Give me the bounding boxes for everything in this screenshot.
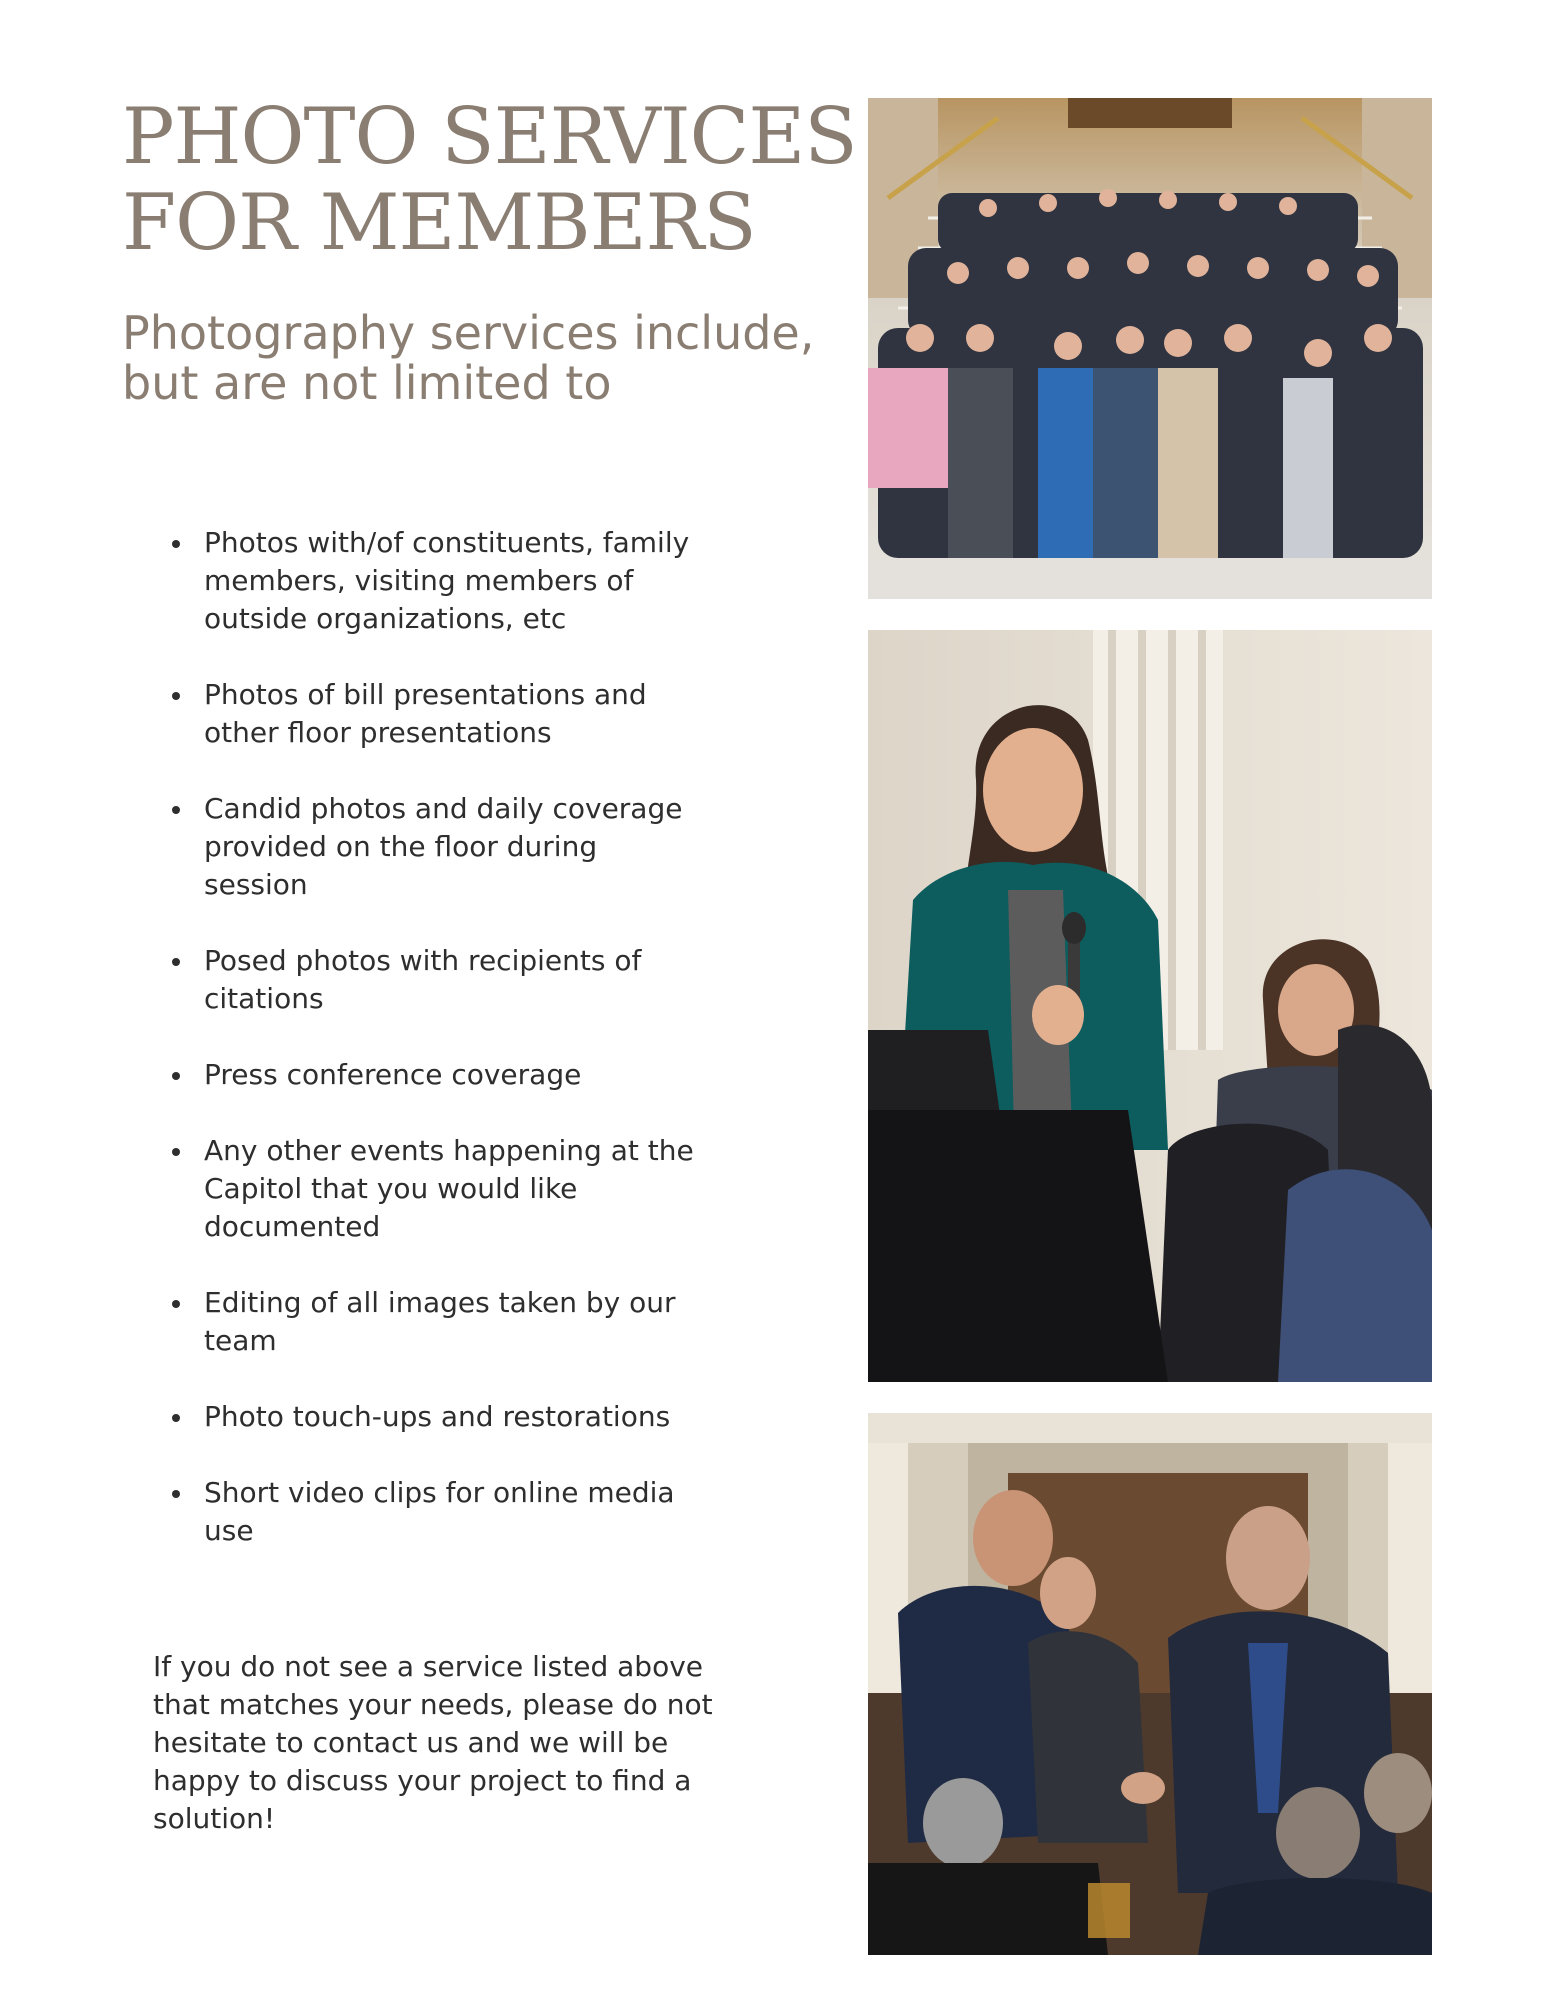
page-subtitle-line: but are not limited to — [122, 356, 612, 410]
service-item — [160, 1474, 720, 1550]
service-item — [160, 1284, 720, 1360]
service-item — [160, 942, 720, 1018]
services-list — [160, 524, 720, 1588]
bullet-icon — [172, 1300, 180, 1308]
closing-paragraph — [153, 1648, 753, 1838]
service-item-line: Photo touch-ups and restorations — [204, 1400, 671, 1433]
bullet-icon — [172, 1490, 180, 1498]
service-item-line: members, visiting members of — [204, 564, 634, 597]
service-item-line: session — [204, 868, 308, 901]
service-item-line: provided on the floor during — [204, 830, 598, 863]
page-title — [122, 92, 857, 268]
service-item-line: Posed photos with recipients of — [204, 944, 642, 977]
closing-line: solution! — [153, 1802, 276, 1835]
page-subtitle — [122, 308, 842, 408]
page-subtitle-line: Photography services include, — [122, 306, 815, 360]
service-item — [160, 524, 720, 638]
handshake-photo — [868, 1413, 1432, 1955]
service-item-line: Photos of bill presentations and — [204, 678, 647, 711]
bullet-icon — [172, 1148, 180, 1156]
service-item-line: use — [204, 1514, 254, 1547]
service-item-line: Press conference coverage — [204, 1058, 582, 1091]
service-item — [160, 790, 720, 904]
bullet-icon — [172, 692, 180, 700]
bullet-icon — [172, 1414, 180, 1422]
service-item-line: other floor presentations — [204, 716, 552, 749]
service-item-line: Candid photos and daily coverage — [204, 792, 683, 825]
bullet-icon — [172, 806, 180, 814]
service-item — [160, 676, 720, 752]
service-item-line: Editing of all images taken by our — [204, 1286, 676, 1319]
service-item-line: Short video clips for online media — [204, 1476, 675, 1509]
service-item-line: Capitol that you would like — [204, 1172, 578, 1205]
service-item-line: documented — [204, 1210, 381, 1243]
service-item — [160, 1398, 720, 1436]
service-item-line: Photos with/of constituents, family — [204, 526, 690, 559]
closing-line: happy to discuss your project to find a — [153, 1764, 692, 1797]
page-title-line: FOR MEMBERS — [122, 178, 756, 268]
bullet-icon — [172, 540, 180, 548]
service-item — [160, 1056, 720, 1094]
service-item — [160, 1132, 720, 1246]
closing-line: If you do not see a service listed above — [153, 1650, 704, 1683]
closing-line: that matches your needs, please do not — [153, 1688, 713, 1721]
service-item-line: outside organizations, etc — [204, 602, 567, 635]
bullet-icon — [172, 1072, 180, 1080]
bullet-icon — [172, 958, 180, 966]
group-photo-staircase — [868, 98, 1432, 599]
service-item-line: Any other events happening at the — [204, 1134, 694, 1167]
service-item-line: citations — [204, 982, 324, 1015]
service-item-line: team — [204, 1324, 277, 1357]
speaker-photo — [868, 630, 1432, 1382]
closing-line: hesitate to contact us and we will be — [153, 1726, 669, 1759]
page-title-line: PHOTO SERVICES — [122, 92, 857, 182]
